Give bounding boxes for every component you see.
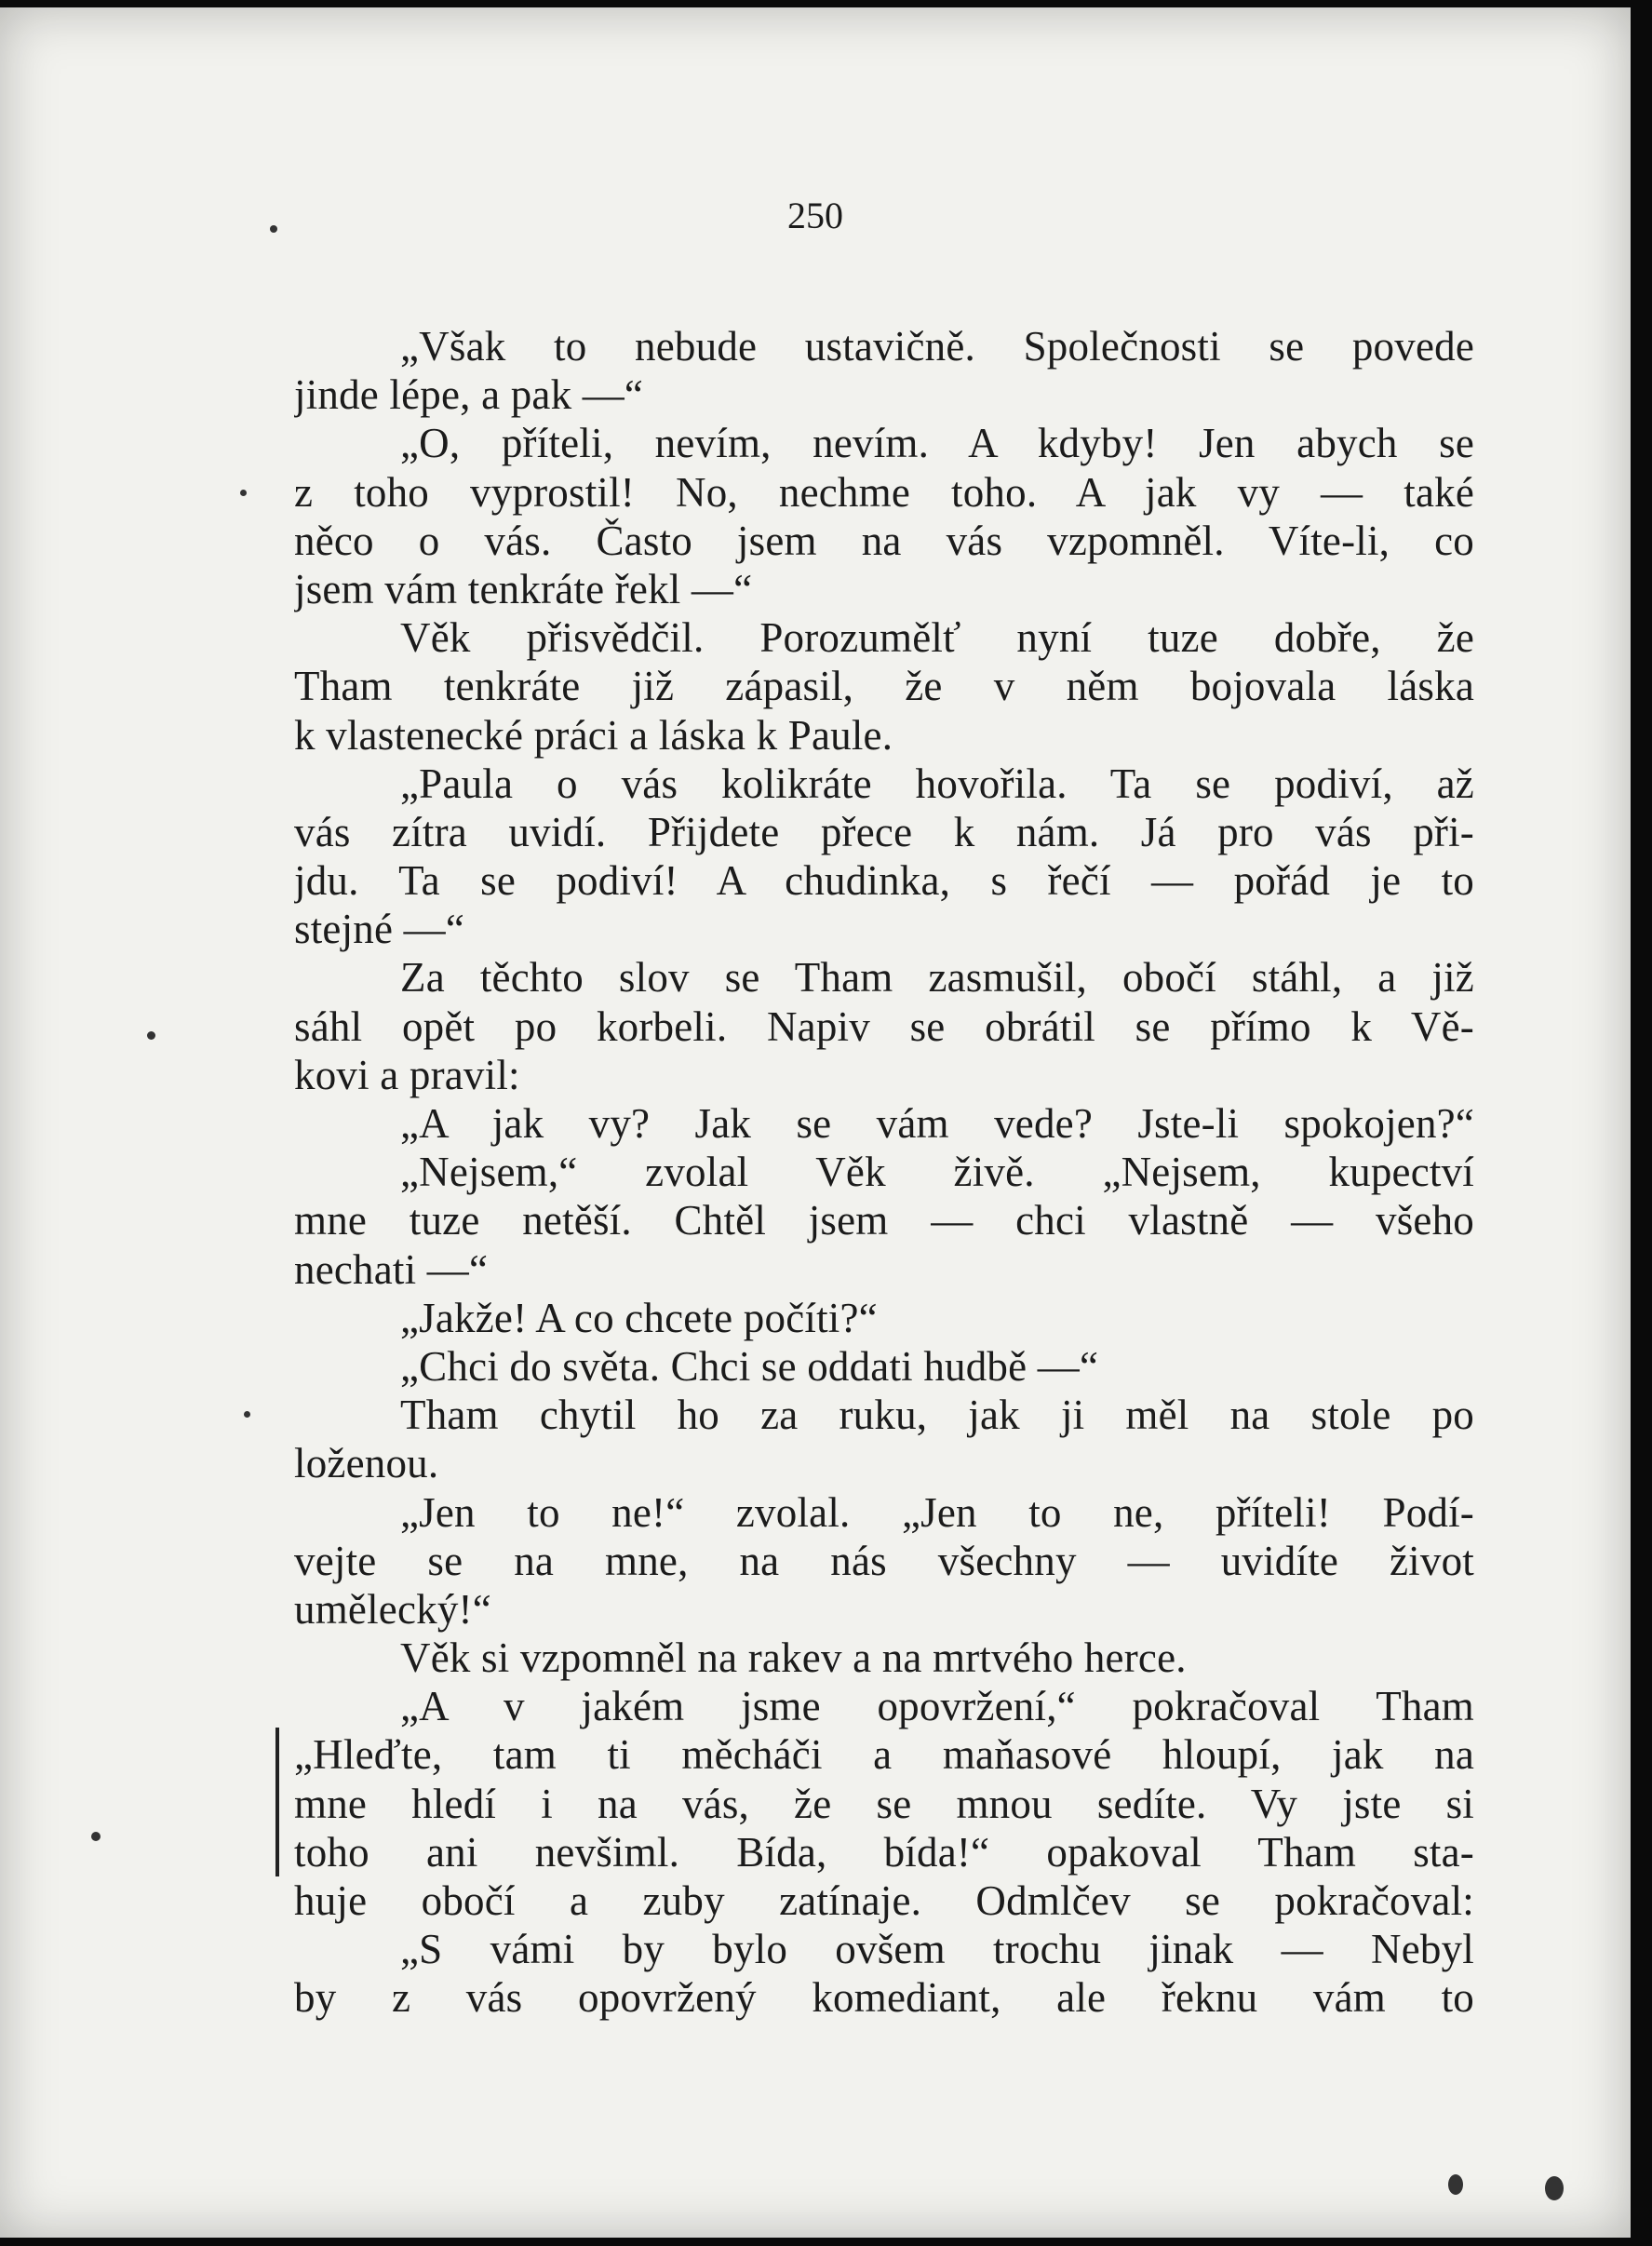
text-line: jsem vám tenkráte řekl —“ bbox=[294, 565, 753, 612]
text-line: umělecký!“ bbox=[294, 1585, 491, 1633]
body-text bbox=[294, 322, 1474, 2023]
page-edge bbox=[1631, 0, 1652, 2246]
text-line: huje obočí a zuby zatínaje. Odmlčev se pokračoval: bbox=[294, 1877, 1474, 1924]
book-page bbox=[0, 7, 1631, 2238]
speck bbox=[1448, 2174, 1463, 2195]
text-line: toho ani nevšiml. Bída, bída!“ opakoval Tham sta- bbox=[294, 1828, 1474, 1876]
text-line: „Jakže! A co chcete počíti?“ bbox=[400, 1294, 878, 1341]
text-line: kovi a pravil: bbox=[294, 1051, 520, 1098]
text-line: Věk přisvědčil. Porozumělť nyní tuze dobře, že bbox=[400, 614, 1474, 662]
text-line: jdu. Ta se podiví! A chudinka, s řečí — pořád je to bbox=[294, 857, 1474, 905]
text-line: mne hledí i na vás, že se mnou sedíte. Vy jste si bbox=[294, 1780, 1474, 1827]
speck bbox=[240, 490, 247, 496]
text-line: vejte se na mne, na nás všechny — uvidíte život bbox=[294, 1537, 1474, 1584]
text-line: „A jak vy? Jak se vám vede? Jste-li spokojen?“ bbox=[400, 1100, 1474, 1147]
margin-mark bbox=[275, 1728, 279, 1876]
speck bbox=[1545, 2176, 1564, 2200]
text-line: „Chci do světa. Chci se oddati hudbě —“ bbox=[400, 1342, 1099, 1390]
text-line: „O, příteli, nevím, nevím. A kdyby! Jen abych se bbox=[400, 420, 1474, 467]
text-line: stejné —“ bbox=[294, 906, 464, 953]
text-line: Tham chytil ho za ruku, jak ji měl na stole po bbox=[400, 1392, 1474, 1439]
text-line: „Však to nebude ustavičně. Společnosti se povede bbox=[400, 323, 1474, 370]
speck bbox=[91, 1832, 101, 1841]
speck bbox=[270, 225, 277, 233]
text-line: „Paula o vás kolikráte hovořila. Ta se podiví, až bbox=[400, 760, 1474, 807]
text-line: „Hleďte, tam ti měcháči a maňasové hloupí, jak na bbox=[294, 1731, 1474, 1779]
text-line: k vlastenecké práci a láska k Paule. bbox=[294, 711, 893, 759]
text-line: něco o vás. Často jsem na vás vzpomněl. Víte-li, co bbox=[294, 517, 1474, 564]
text-line: „S vámi by bylo ovšem trochu jinak — Nebyl bbox=[400, 1926, 1474, 1973]
text-line: by z vás opovržený komediant, ale řeknu vám to bbox=[294, 1974, 1474, 2022]
text-line: loženou. bbox=[294, 1440, 439, 1487]
text-line: z toho vyprostil! No, nechme toho. A jak vy — také bbox=[294, 468, 1474, 516]
text-line: Za těchto slov se Tham zasmušil, obočí stáhl, a již bbox=[400, 954, 1474, 1002]
text-line: „Nejsem,“ zvolal Věk živě. „Nejsem, kupectví bbox=[400, 1149, 1474, 1196]
page-number: 250 bbox=[787, 195, 843, 236]
text-line: sáhl opět po korbeli. Napiv se obrátil se přímo k Vě- bbox=[294, 1002, 1474, 1050]
text-line: Věk si vzpomněl na rakev a na mrtvého herce. bbox=[400, 1634, 1187, 1682]
speck bbox=[147, 1031, 155, 1040]
speck bbox=[244, 1411, 250, 1418]
text-line: mne tuze netěší. Chtěl jsem — chci vlastně — všeho bbox=[294, 1197, 1474, 1244]
text-line: vás zítra uvidí. Přijdete přece k nám. Já pro vás při- bbox=[294, 808, 1474, 855]
text-line: „Jen to ne!“ zvolal. „Jen to ne, příteli! Podí- bbox=[400, 1488, 1474, 1536]
text-line: nechati —“ bbox=[294, 1245, 489, 1293]
text-line: Tham tenkráte již zápasil, že v něm bojovala láska bbox=[294, 663, 1474, 710]
text-line: „A v jakém jsme opovržení,“ pokračoval Tham bbox=[400, 1683, 1474, 1730]
text-line: jinde lépe, a pak —“ bbox=[294, 371, 644, 419]
